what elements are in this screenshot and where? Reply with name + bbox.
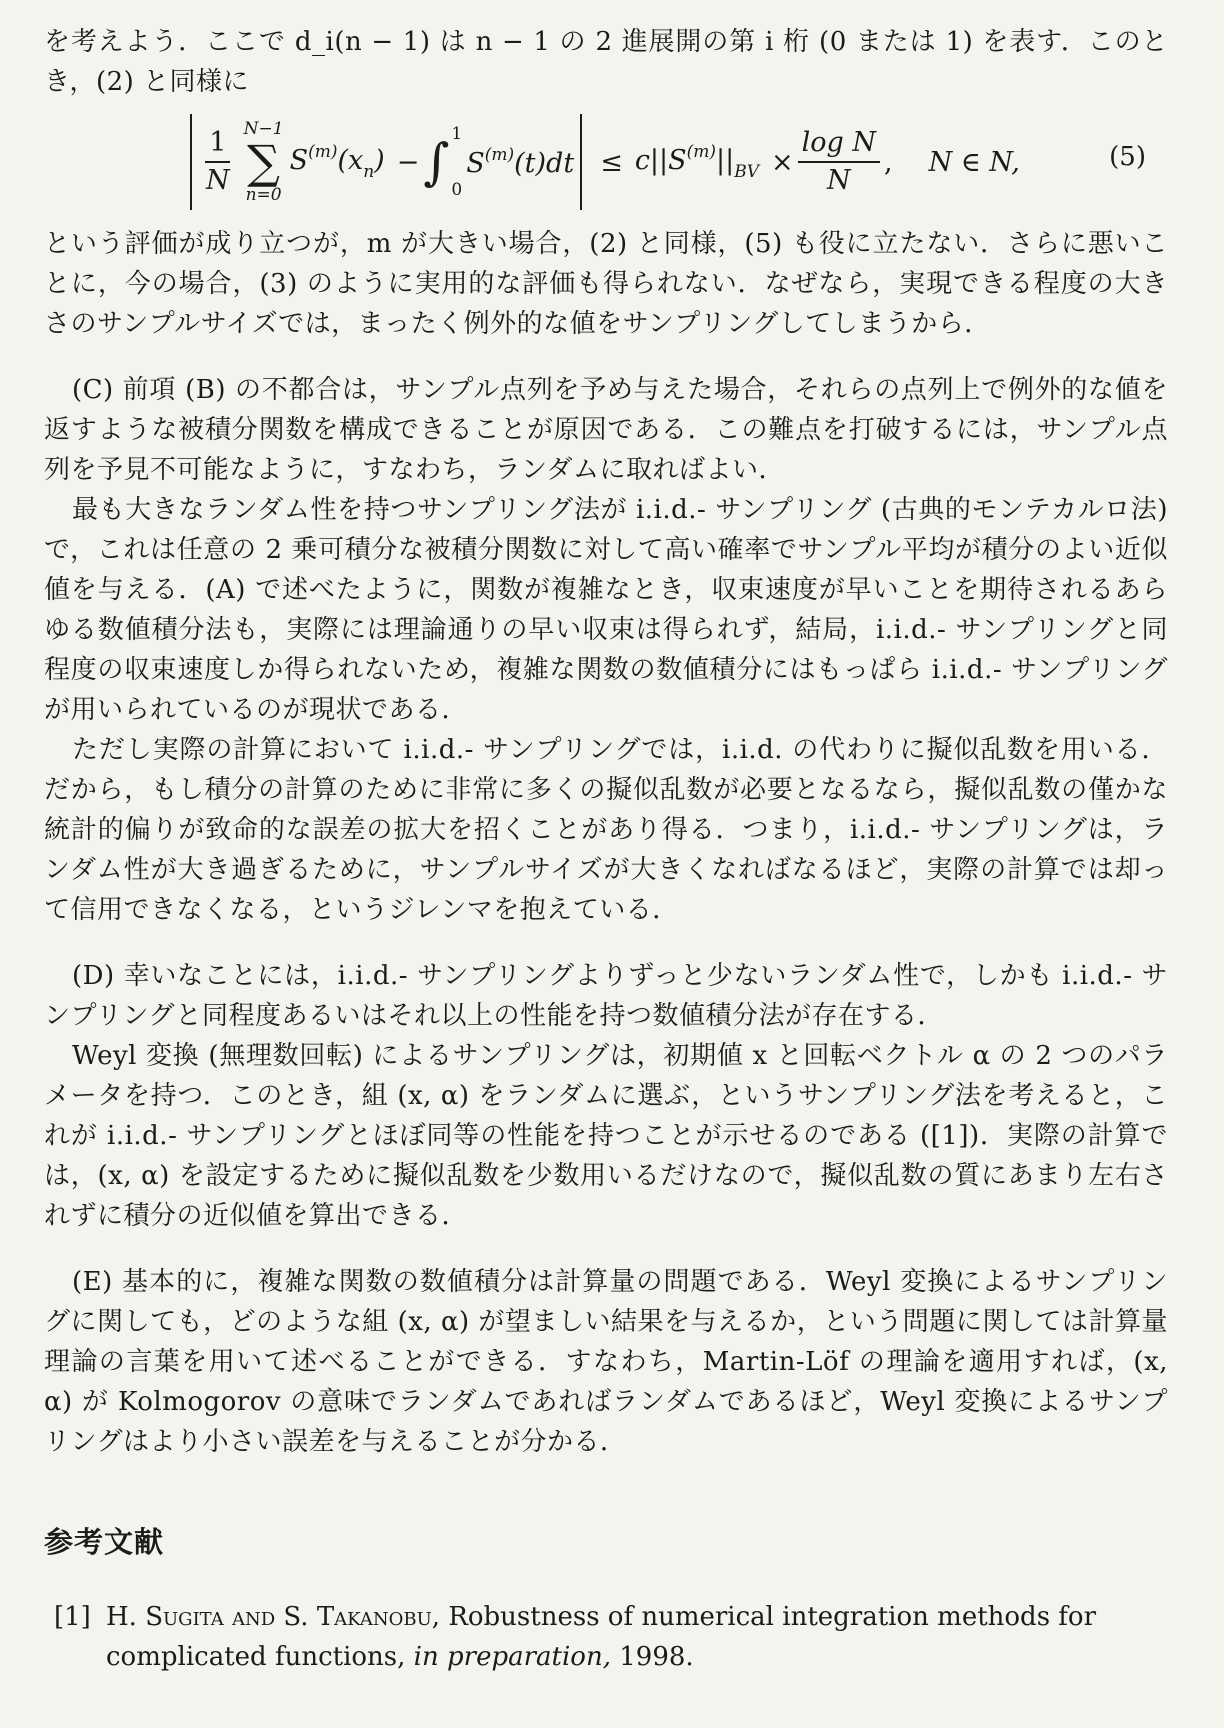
bv-norm: $c||S^{(m)}||_{BV}$ xyxy=(634,142,759,182)
times-sign: × xyxy=(771,146,794,178)
paragraph-c: (C) 前項 (B) の不都合は，サンプル点列を予め与えた場合，それらの点列上で例外的な値を返すような被積分関数を構成できることが原因である．この難点を打破するには，サンプル点列を予見不可能なように，すなわち，ランダムに取ればよい． xyxy=(44,375,1168,485)
paragraph-pseudo-random: ただし実際の計算において i.i.d.- サンプリングでは，i.i.d. の代わりに擬似乱数を用いる．だから，もし積分の計算のために非常に多くの擬似乱数が必要となるなら，擬似乱数の僅かな統計的偏りが致命的な誤差の拡大を招くことがあり得る．つまり，i.i.d.- サンプリングは，ランダム性が大き過ぎるために，サンプルサイズが大きくなればなるほど，実際の計算では却って信用できなくなる，というジレンマを抱えている． xyxy=(44,735,1168,925)
display-formula-5 xyxy=(44,106,1168,218)
abs-bar-left xyxy=(190,114,192,210)
integral-term: $S^{(m)}(t)dt$ xyxy=(466,145,575,179)
sum-operator: N−1 ∑ n=0 xyxy=(243,119,284,205)
minus-sign: − xyxy=(396,146,420,178)
reference-year: 1998. xyxy=(619,1642,694,1672)
integral-operator: ∫ 1 0 xyxy=(423,124,463,200)
reference-number: [1] xyxy=(54,1602,91,1632)
equation-number: (5) xyxy=(1109,142,1146,172)
paragraph-e: (E) 基本的に，複雑な関数の数値積分は計算量の問題である．Weyl 変換によるサンプリングに関しても，どのような組 (x, α) が望ましい結果を与えるか，という問題に関しては計算量理論の言葉を用いて述べることができる．すなわち，Martin-Löf の理論を適用すれば，(x, α) が Kolmogorov の意味でランダムであればランダムであるほど，Weyl 変換によるサンプリングはより小さい誤差を与えることが分かる． xyxy=(44,1267,1168,1457)
paragraph-d: (D) 幸いなことには，i.i.d.- サンプリングよりずっと少ないランダム性で，しかも i.i.d.- サンプリングと同程度あるいはそれ以上の性能を持つ数値積分法が存在する． xyxy=(44,961,1168,1031)
fraction-one-over-n: $\frac{1}{N}$ xyxy=(206,127,230,196)
references-heading: 参考文献 xyxy=(44,1525,165,1559)
reference-authors: H. Sugita and S. Takanobu, xyxy=(106,1602,441,1632)
formula-body: $\frac{1}{N}$ N−1 ∑ n=0 $S^{(m)}(x_n)$ − ∫ 1 0 $S^{(m)}(t)dt$ ≤ $c||S^{(m)}||_{BV}$ × $\frac{\text{log N}}{N}$ , N ∈ N, xyxy=(184,106,1020,218)
paragraph-b-continued: という評価が成り立つが，m が大きい場合，(2) と同様，(5) も役に立たない．さらに悪いことに，今の場合，(3) のように実用的な評価も得られない．なぜなら，実現できる程度の大きさのサンプルサイズでは，まったく例外的な値をサンプリングしてしまうから． xyxy=(44,229,1168,339)
leq-sign: ≤ xyxy=(600,146,623,178)
abs-bar-right xyxy=(580,114,582,210)
reference-status: in preparation, xyxy=(413,1642,611,1672)
domain-condition: N ∈ N, xyxy=(928,146,1020,178)
paragraph-intro: を考えよう．ここで d_i(n − 1) は n − 1 の 2 進展開の第 i 桁 (0 または 1) を表す．このとき，(2) と同様に xyxy=(44,27,1168,97)
paragraph-weyl: Weyl 変換 (無理数回転) によるサンプリングは，初期値 x と回転ベクトル α の 2 つのパラメータを持つ．このとき，組 (x, α) をランダムに選ぶ，というサンプリング法を考えると，これが i.i.d.- サンプリングとほぼ同等の性能を持つことが示せるのである ([1])．実際の計算では，(x, α) を設定するために擬似乱数を少数用いるだけなので，擬似乱数の質にあまり左右されずに積分の近似値を算出できる． xyxy=(44,1041,1168,1231)
sum-term: $S^{(m)}(x_n)$ xyxy=(289,142,385,182)
reference-body xyxy=(104,1597,1168,1677)
reference-title: Robustness of numerical integration methods for complicated functions, xyxy=(106,1602,1097,1672)
paragraph-iid-sampling: 最も大きなランダム性を持つサンプリング法が i.i.d.- サンプリング (古典的モンテカルロ法) で，これは任意の 2 乗可積分な被積分関数に対して高い確率でサンプル平均が積分のよい近似値を与える．(A) で述べたように，関数が複雑なとき，収束速度が早いことを期待されるあらゆる数値積分法も，実際には理論通りの早い収束は得られず，結局，i.i.d.- サンプリングと同程度の収束速度しか得られないため，複雑な関数の数値積分にはもっぱら i.i.d.- サンプリングが用いられているのが現状である． xyxy=(44,495,1168,725)
fraction-log-n-over-n: $\frac{\text{log N}}{N}$ xyxy=(798,127,880,197)
reference-item-1 xyxy=(44,1597,1168,1677)
